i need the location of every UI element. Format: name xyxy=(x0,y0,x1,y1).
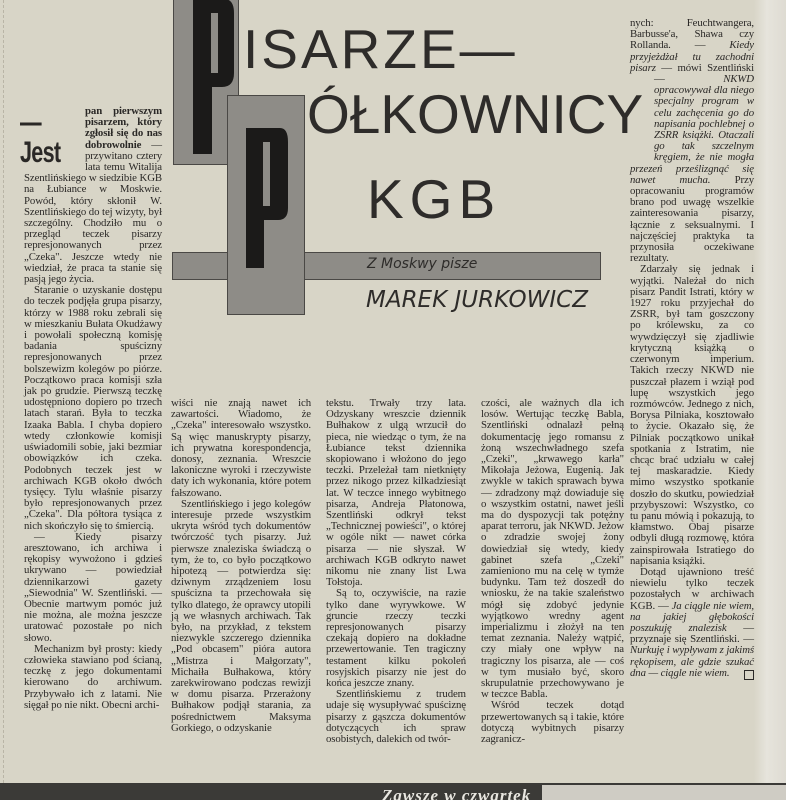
article-column-5 xyxy=(630,18,754,680)
text: Dotąd ujawniono treść niewielu tylko teczek pozostałych w archiwach KGB. — xyxy=(630,565,754,612)
quote: Ja ciągle nie wiem, na jakiej głębokości poszukuję znalezisk xyxy=(630,599,754,634)
title-line-2: ÓŁKOWNICY xyxy=(307,83,644,145)
drop-letter-p-2 xyxy=(228,96,304,314)
paragraph: Wśród teczek dotąd przewertowanych są i takie, które dotyczą wybitnych pisarzy zagranicz- xyxy=(481,699,624,746)
paragraph: Zdarzały się jednak i wyjątki. Należał do nich pisarz Pandit Istrati, który w 1927 roku przyjechał do ZSRR, był tam goszczony po królewsku, za co wywdzięczył się zjadliwie krytyczną książką o czerwonym imperium. Takich rzeczy NKWD nie puszczał płazem i wziął pod lupę wszystkich jego rozmówców. Jednego z nich, Borysa Pilniaka, kosztowało to życie. Okazało się, że Pilniak początkowo unikał spotkania z Istratim, nie chcąc brać udziału w całej tej maskaradzie. Kiedy mimo wszystko spotkanie doszło do skutku, powiedział przybyszowi: Wszystko, co tu panu mówią i pokazują, to kłamstwo. Obaj pisarze odbyli długą rozmowę, która zainspirowała Istratiego do napisania książki. xyxy=(630,263,754,567)
article-column-4 xyxy=(481,398,624,745)
article-column-2 xyxy=(171,398,311,734)
drop-letter-block-2 xyxy=(227,95,305,315)
text: Przy opracowaniu programów brano pod uwagę wszelkie zainteresowania pisarzy, łącznie z seksualnymi. I najczęściej praktyka ta przynosiła oczekiwane rezultaty. xyxy=(630,173,754,265)
footer-banner xyxy=(0,783,786,800)
text: nych: Feuchtwangera, Barbusse'a, Shawa czy Rollanda. — xyxy=(630,17,754,52)
article-column-3 xyxy=(326,398,466,745)
footer-image-box xyxy=(542,785,786,800)
article-column-1 xyxy=(20,105,162,711)
footer-banner-text: Zawsze w czwartek xyxy=(382,786,532,800)
paragraph: czości, ale ważnych dla ich losów. Wertując teczkę Babla, Szentliński odnalazł pełną dokumentację jego romansu z żoną wszechwładnego szefa „Czeki", „krwawego karła" Mikołaja Jeżowa, Eugenią. Jak zwykle w takich sprawach bywa — zdradzony mąż dowiaduje się o wszystkim ostatni, nawet jeśli ma do dyspozycji tak potężny aparat terroru, jak NKWD. Jeżow o zdradzie swojej żony dowiedział się wtedy, kiedy gabinet szefa „Czeki" zamieniono mu na celę w tymże budynku. Tam też doszedł do wniosku, że na takie szaleństwo mógł się zdobyć jedynie wyjątkowo wredny agent imperializmu i złożył na ten temat zeznania. Należy wątpić, czy miały one wpływ na tragiczny los pisarza, ale — coś w tym musiało być, skoro skrupulatnie przechowywano je w teczce Babla. xyxy=(481,397,624,701)
subtitle: Z Moskwy pisze xyxy=(367,256,478,272)
title-line-3: KGB xyxy=(367,168,502,230)
lead-dropcap: —Jest xyxy=(20,106,61,169)
author-byline: MAREK JURKOWICZ xyxy=(366,287,588,313)
quote: NKWD opracowywał dla niego specjalny program w celu zachęcenia go do napisania pochlebnej o ZSRR książki. Otaczali go tak szczelnym kręgiem, że nie mogła przezeń prześlizgnąć się nawet mucha. xyxy=(630,73,754,186)
paragraph: — Kiedy pisarzy aresztowano, ich archiwa i rękopisy wywożono i gdzieś ukrywano — powiedział dziennikarzowi gazety „Siewodnia" W. Szentliński. — Obecnie martwym pomóc już nie można, ale można jeszcze uratować pozostałe po nich słowo. xyxy=(24,530,162,644)
lead-text: — przywitano cztery lata temu Witalija Szentlińskiego w siedzibie KGB na Łubiance w Moskwie. Powód, który skłonił W. Szentlińskiego do tej wizyty, był szczególny. Chodziło mu o przegląd teczek pisarzy represjonowanych przez „Czeka". Jeszcze wtedy nie wiedział, że praca ta stanie się pasją jego życia. xyxy=(24,138,162,286)
text: — przyznaje się Szentliński. — xyxy=(630,621,754,646)
end-of-article-mark-icon xyxy=(744,670,754,680)
paragraph: Szentlińskiemu z trudem udaje się wysupływać spuściznę pisarzy z gąszcza dokumentów dotyczących ich spraw osobistych, dalekich od twór- xyxy=(326,688,466,746)
text: — mówi Szentliński — xyxy=(654,61,754,86)
quote: Nurkuję i wypływam z jakimś rękopisem, ale gdzie szukać dna — ciągle nie wiem. xyxy=(630,644,754,679)
paragraph: Szentlińskiego i jego kolegów interesuje przede wszystkim ukryta wśród tych dokumentów twórczość tych pisarzy. Już pierwsze znaleziska świadczą o tym, że to, co było początkowo hipotezą — potwierdza się: dziwnym zrządzeniem losu spuścizna ta przechowała się tylko dlatego, że oprawcy utopili ją we własnych archiwach. Tak było, na przykład, z tekstem niezwykle szczerego dziennika „Pod obcasem" pióra autora „Mistrza i Małgorzaty", Michaiła Bułhakowa, który zarekwirowano podczas rewizji w domu pisarza. Przerażony Bułhakow podjął starania, za pośrednictwem Maksyma Gorkiego, o odzyskanie xyxy=(171,497,311,734)
paragraph: Staranie o uzyskanie dostępu do teczek podjęła grupa pisarzy, którzy w 1988 roku zebrali się w mieszkaniu Bułata Okudżawy i powołali społeczną komisję badania spuścizny represjonowanych przez bolszewizm kolegów po piórze. Początkowo praca komisji szła jak po grudzie. Pierwszą teczkę udostępniono dopiero po trzech latach starań. Była to teczka Izaaka Babla. I chyba dopiero wtedy członkowie komisji uświadomili sobie, jaki bezmiar obowiązków ich czeka. Podobnych teczek jest w archiwach KGB około dwóch tysięcy. Tylu właśnie pisarzy było represjonowanych przez „Czeka". Dla półtora tysiąca z nich skończyło się to śmiercią. xyxy=(24,284,162,532)
paragraph xyxy=(630,567,754,679)
paragraph: Mechanizm był prosty: kiedy człowieka stawiano pod ścianą, teczkę z jego dokumentami kierowano do archiwum. Przybywało ich z latami. Nie sięgał po nie nikt. Obecni archi- xyxy=(24,642,162,711)
quote: Kiedy przyjeżdżał tu zachodni pisarz xyxy=(630,39,754,74)
paragraph: tekstu. Trwały trzy lata. Odzyskany wreszcie dziennik Bułhakow z ulgą wrzucił do pieca, nie wiedząc o tym, że na Łubiance tekst dziennika skopiowano i włożono do jego teczki. Przeleżał tam nietknięty przez nikogo przez kilkadziesiąt lat. W teczce innego wybitnego pisarza, Andreja Płatonowa, Szentliński odkrył tekst „Technicznej powieści", o której w ogóle nikt — nawet córka pisarza — nie słyszał. W archiwach KGB odkryto nawet nikomu nie znany list Lwa Tołstoja. xyxy=(326,397,466,589)
page-gutter-line xyxy=(3,0,4,783)
paragraph: Są to, oczywiście, na razie tylko dane wyrywkowe. W gruncie rzeczy teczki represjonowanych pisarzy czekają dopiero na dokładne przewertowanie. Ten tragiczny testament kilku pokoleń rosyjskich pisarzy nie jest do końca jeszcze znany. xyxy=(326,587,466,690)
page-edge xyxy=(754,0,786,783)
paragraph: wiści nie znają nawet ich zawartości. Wiadomo, że „Czeka" interesowało wszystko. Są więc manuskrypty pisarzy, ich prywatna korespondencja, donosy, zeznania. Wreszcie lakoniczne wyroki i rzeczywiste daty ich wykonania, które potem fałszowano. xyxy=(171,397,311,499)
title-line-1: ISARZE— xyxy=(243,18,518,80)
lead-bold: pan pierwszym pisarzem, który zgłosił się do nas dobrowolnie xyxy=(85,105,162,151)
